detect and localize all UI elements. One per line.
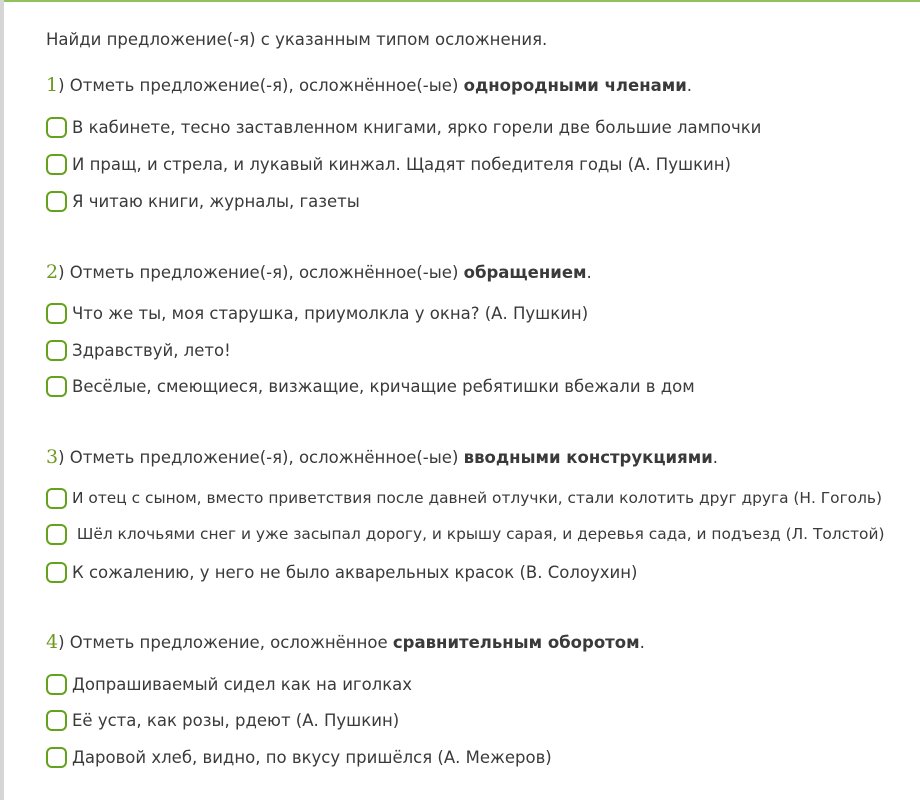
option-label: Даровой хлеб, видно, по вкусу пришёлся (А. Межеров) — [72, 747, 552, 767]
left-border — [0, 0, 4, 800]
checkbox-icon[interactable] — [46, 488, 67, 509]
q2-option-3[interactable] — [46, 374, 695, 398]
q4-option-2[interactable] — [46, 708, 399, 732]
option-label: Её уста, как розы, рдеют (А. Пушкин) — [72, 710, 400, 730]
q1-option-3[interactable] — [46, 189, 360, 213]
checkbox-icon[interactable] — [46, 524, 67, 545]
option-label: Здравствуй, лето! — [72, 340, 231, 360]
question-end: . — [686, 76, 693, 95]
checkbox-icon[interactable] — [46, 154, 67, 175]
question-prompt: ) Отметь предложение, осложнённое — [58, 633, 393, 652]
option-label: Что же ты, моя старушка, приумолкла у окна? (А. Пушкин) — [72, 303, 589, 323]
checkbox-icon[interactable] — [46, 191, 67, 212]
checkbox-icon[interactable] — [46, 340, 67, 361]
question-keyword: вводными конструкциями — [463, 448, 713, 467]
q1-option-1[interactable] — [46, 115, 761, 139]
question-number: 3 — [46, 446, 59, 468]
question-4-title — [46, 631, 645, 653]
checkbox-icon[interactable] — [46, 562, 67, 583]
checkbox-icon[interactable] — [46, 117, 67, 138]
checkbox-icon[interactable] — [46, 674, 67, 695]
option-label: И пращ, и стрела, и лукавый кинжал. Щадят победителя годы (А. Пушкин) — [72, 154, 731, 174]
question-number: 1 — [46, 74, 59, 96]
option-label: К сожалению, у него не было акварельных красок (В. Солоухин) — [72, 562, 638, 582]
question-keyword: обращением — [463, 263, 587, 282]
question-prompt: ) Отметь предложение(-я), осложнённое(-ые) — [58, 76, 464, 95]
top-accent-line — [0, 0, 920, 2]
q2-option-1[interactable] — [46, 301, 588, 325]
question-end: . — [586, 263, 592, 282]
option-label: Шёл клочьями снег и уже засыпал дорогу, и крышу сарая, и деревья сада, и подъезд (Л. Толстой) — [72, 525, 885, 543]
question-prompt: ) Отметь предложение(-я), осложнённое(-ые) — [58, 448, 464, 467]
instruction-text: Найди предложение(-я) с указанным типом осложнения. — [46, 30, 548, 49]
question-end: . — [712, 448, 719, 467]
checkbox-icon[interactable] — [46, 710, 67, 731]
option-label: В кабинете, тесно заставленном книгами, ярко горели две большие лампочки — [72, 117, 762, 137]
q4-option-1[interactable] — [46, 672, 412, 696]
checkbox-icon[interactable] — [46, 303, 67, 324]
checkbox-icon[interactable] — [46, 376, 67, 397]
checkbox-icon[interactable] — [46, 747, 67, 768]
question-prompt: ) Отметь предложение(-я), осложнённое(-ые) — [58, 263, 464, 282]
question-keyword: однородными членами — [463, 76, 687, 95]
option-label: Допрашиваемый сидел как на иголках — [72, 674, 413, 694]
q4-option-3[interactable] — [46, 745, 552, 769]
question-3-title — [46, 446, 718, 468]
question-2-title — [46, 261, 592, 283]
question-number: 2 — [46, 261, 59, 283]
q3-option-3[interactable] — [46, 560, 637, 584]
q3-option-2[interactable] — [46, 522, 884, 546]
option-label: Весёлые, смеющиеся, визжащие, кричащие ребятишки вбежали в дом — [72, 376, 695, 396]
question-number: 4 — [46, 631, 59, 653]
q1-option-2[interactable] — [46, 152, 731, 176]
q2-option-2[interactable] — [46, 338, 231, 362]
option-label: И отец с сыном, вместо приветствия после давней отлучки, стали колотить друг друга (Н. Гоголь) — [72, 489, 883, 507]
q3-option-1[interactable] — [46, 486, 882, 510]
question-keyword: сравнительным оборотом — [392, 633, 640, 652]
question-1-title — [46, 74, 692, 96]
option-label: Я читаю книги, журналы, газеты — [72, 191, 360, 211]
question-end: . — [639, 633, 645, 652]
